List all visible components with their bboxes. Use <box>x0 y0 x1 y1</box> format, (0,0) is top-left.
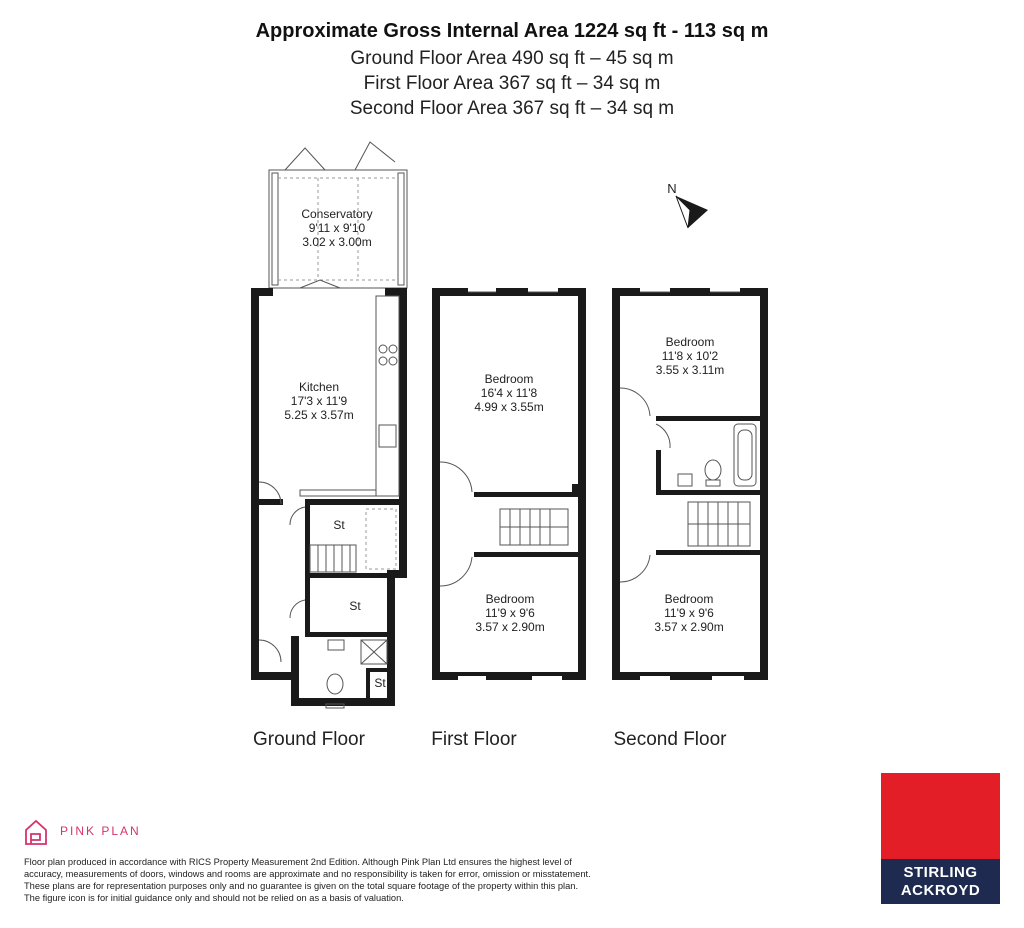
front-door <box>259 640 281 662</box>
sf-bedroom1-imperial: 11'8 x 10'2 <box>661 349 719 363</box>
conservatory-metric: 3.02 x 3.00m <box>302 235 372 249</box>
ff-bedroom1-imperial: 16'4 x 11'8 <box>480 386 538 400</box>
sf-bedroom2-metric: 3.57 x 2.90m <box>654 620 724 634</box>
wc-basin-icon <box>328 640 344 650</box>
ground-stairs <box>310 545 356 572</box>
kitchen-worktop <box>376 296 399 496</box>
store-label-2: St <box>349 599 361 613</box>
ff-bedroom1-metric: 4.99 x 3.55m <box>474 400 544 414</box>
hob-icon <box>379 345 387 353</box>
ff-bedroom2-imperial: 11'9 x 9'6 <box>485 606 535 620</box>
sf-bedroom2-name: Bedroom <box>664 592 714 606</box>
store-label-1: St <box>333 518 345 532</box>
kitchen-imperial: 17'3 x 11'9 <box>290 394 348 408</box>
disclaimer-text: Floor plan produced in accordance with RICS Property Measurement 2nd Edition. Although Pink Plan Ltd ensures the highest level of accuracy, measurements of doors, windows and rooms are approximate and no responsibility is taken for error, omission or misstatement. These plans are for representation purposes only and no guarantee is given on the total square footage of the property within this plan. The figure icon is for initial guidance only and should not be relied on as a basis of valuation. <box>24 857 591 903</box>
conservatory-imperial: 9'11 x 9'10 <box>308 221 366 235</box>
ff-bedroom2-name: Bedroom <box>485 592 535 606</box>
stirling-ackroyd-logo[interactable] <box>881 773 1000 904</box>
conservatory-door <box>285 148 325 170</box>
sf-bedroom1-metric: 3.55 x 3.11m <box>655 363 725 377</box>
ground-floor-area: Ground Floor Area 490 sq ft – 45 sq m <box>350 48 674 69</box>
kitchen-metric: 5.25 x 3.57m <box>284 408 354 422</box>
conservatory-name: Conservatory <box>301 207 373 221</box>
area-title: Approximate Gross Internal Area 1224 sq ft - 113 sq m <box>255 20 769 42</box>
kitchen-name: Kitchen <box>298 380 340 394</box>
ground-floor-label: Ground Floor <box>253 729 365 750</box>
ff-bedroom1-name: Bedroom <box>484 372 534 386</box>
ground-floor-plan <box>251 142 407 750</box>
north-compass-icon <box>667 181 708 228</box>
ff-bedroom2-metric: 3.57 x 2.90m <box>475 620 545 634</box>
sink-icon <box>379 425 396 447</box>
logo-line-2: ACKROYD <box>900 882 981 899</box>
store-label-3: St <box>374 676 386 690</box>
bath-icon <box>734 424 756 486</box>
second-floor-label: Second Floor <box>613 729 727 750</box>
pink-plan-brand: PINK PLAN <box>60 824 141 838</box>
first-floor-area: First Floor Area 367 sq ft – 34 sq m <box>363 73 661 94</box>
pink-plan-logo-icon <box>26 821 46 844</box>
second-floor-area: Second Floor Area 367 sq ft – 34 sq m <box>349 98 675 119</box>
logo-line-1: STIRLING <box>903 864 978 881</box>
basin-icon <box>678 474 692 486</box>
toilet-icon <box>705 460 721 480</box>
sf-bedroom2-imperial: 11'9 x 9'6 <box>664 606 714 620</box>
toilet-icon <box>327 674 343 694</box>
compass-letter: N <box>667 181 677 196</box>
first-floor-label: First Floor <box>431 729 517 750</box>
logo-red-panel <box>881 773 1000 859</box>
first-floor-plan <box>431 288 586 750</box>
sf-bedroom1-name: Bedroom <box>665 335 715 349</box>
second-floor-plan <box>612 288 768 750</box>
